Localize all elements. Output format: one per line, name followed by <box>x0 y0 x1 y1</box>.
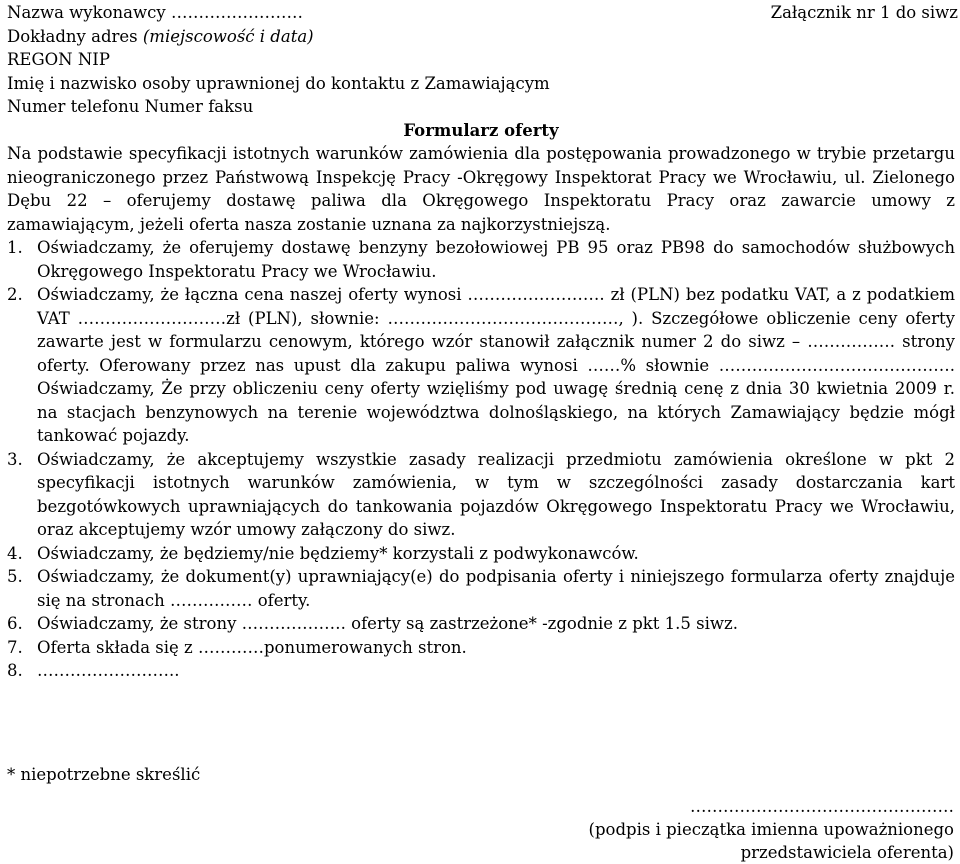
attachment-label: Załącznik nr 1 do siwz <box>770 3 958 22</box>
item-number: 4. <box>7 543 23 563</box>
item-text: Oświadczamy, że oferujemy dostawę benzyny bezołowiowej PB 95 oraz PB98 do samochodów służbowych Okręgowego Inspektoratu Pracy we Wrocławiu. <box>37 238 955 281</box>
offer-form-document <box>7 1 955 683</box>
phone-fax-line: Numer telefonu Numer faksu <box>7 97 254 116</box>
list-item <box>7 448 955 542</box>
item-text: Oświadczamy, że dokument(y) uprawniający(e) do podpisania oferty i niniejszego formularza oferty znajduje się na stronach …………… oferty. <box>37 567 955 610</box>
regon-nip-line: REGON NIP <box>7 50 110 69</box>
list-item <box>7 612 955 636</box>
signature-block <box>589 795 954 864</box>
list-item <box>7 565 955 612</box>
contact-person-line: Imię i nazwisko osoby uprawnionej do kontaktu z Zamawiającym <box>7 73 550 93</box>
form-title: Formularz oferty <box>403 120 559 140</box>
list-item <box>7 636 955 660</box>
list-item <box>7 659 955 683</box>
item-number: 1. <box>7 238 23 257</box>
item-text: Oświadczamy, że akceptujemy wszystkie zasady realizacji przedmiotu zamówienia określone w pkt 2 specyfikacji istotnych warunków zamówienia, w tym w szczególności zasady dostarczania kart bezgotówkowych uprawniających do tankowania pojazdów Okręgowego Inspektoratu Pracy we Wrocławiu, oraz akceptujemy wzór umowy załączony do siwz. <box>37 449 955 539</box>
item-number: 5. <box>7 567 23 586</box>
item-text: Oświadczamy, że będziemy/nie będziemy* korzystali z podwykonawców. <box>37 543 639 563</box>
footnote: * niepotrzebne skreślić <box>7 765 201 784</box>
list-item <box>7 542 955 566</box>
address-line <box>7 25 955 49</box>
address-place-date: (miejscowość i data) <box>142 26 314 46</box>
list-item <box>7 236 955 283</box>
item-number: 8. <box>7 661 23 680</box>
item-text: Oświadczamy, że strony ………………. oferty są zastrzeżone* -zgodnie z pkt 1.5 siwz. <box>37 614 738 633</box>
item-text: Oferta składa się z …………ponumerowanych stron. <box>37 637 467 657</box>
list-item <box>7 283 955 448</box>
signature-caption-line2: przedstawiciela oferenta) <box>740 843 954 862</box>
item-text: Oświadczamy, że łączna cena naszej oferty wynosi ……………………. zł (PLN) bez podatku VAT, a z podatkiem VAT ………………………zł (PLN), słownie: ……………………………………, ). Szczegółowe obliczenie ceny oferty zawarte jest w formularzu cenowym, którego wzór stanowił załącznik numer 2 do siwz – ……………. strony oferty. Oferowany przez nas upust dla zakupu paliwa wynosi ……% słownie ……………………………………. Oświadczamy, Że przy obliczeniu ceny oferty wzięliśmy pod uwagę średnią cenę z dnia 30 kwietnia 2009 r. na stacjach benzynowych na terenie województwa dolnośląskiego, na których Zamawiający będzie mógł tankować pojazdy. <box>37 285 955 445</box>
signature-dots: ………………………………………… <box>690 797 954 816</box>
intro-paragraph: Na podstawie specyfikacji istotnych warunków zamówienia dla postępowania prowadzonego w trybie przetargu nieograniczonego przez Państwową Inspekcję Pracy -Okręgowy Inspektorat Pracy we Wrocławiu, ul. Zielonego Dębu 22 – oferujemy dostawę paliwa dla Okręgowego Inspektoratu Pracy oraz zawarcie umowy z zamawiającym, jeżeli oferta nasza zostanie uznana za najkorzystniejszą. <box>7 144 955 234</box>
item-number: 2. <box>7 285 23 304</box>
item-number: 3. <box>7 449 23 469</box>
item-number: 7. <box>7 637 23 657</box>
contractor-name-line: Nazwa wykonawcy …………………… <box>7 3 303 22</box>
item-number: 6. <box>7 614 23 633</box>
item-text: …………………….. <box>37 661 180 680</box>
signature-caption-line1: (podpis i pieczątka imienna upoważnionego <box>588 820 954 839</box>
address-label: Dokładny adres <box>7 26 143 46</box>
